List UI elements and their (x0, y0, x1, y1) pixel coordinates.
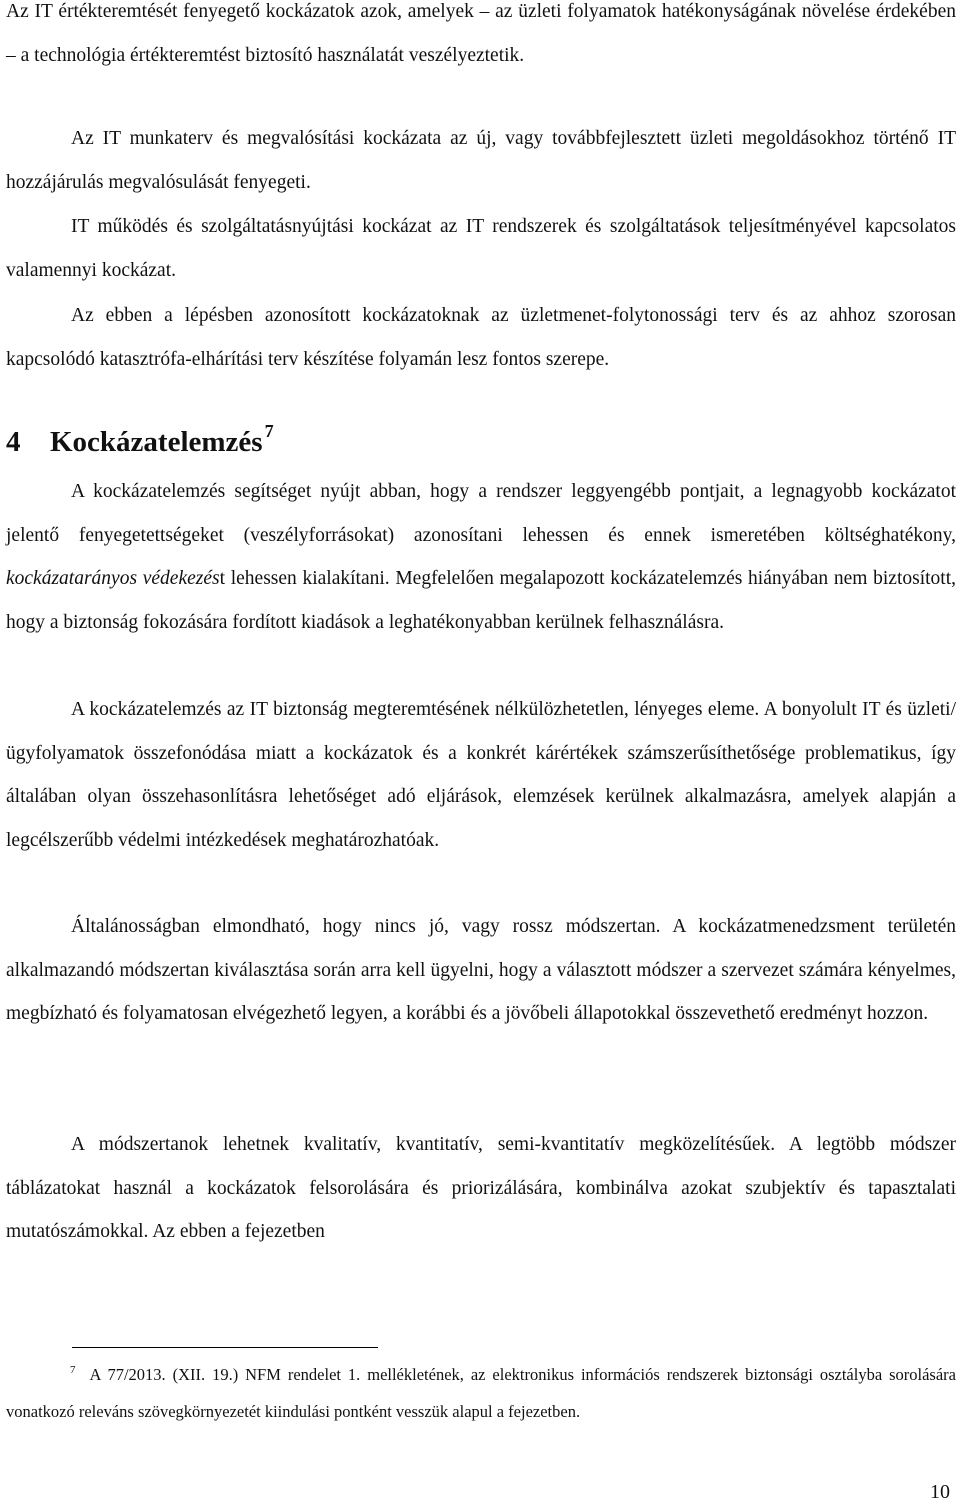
paragraph-business-continuity: Az ebben a lépésben azonosított kockázatoknak az üzletmenet-folytonossági terv és az ahhoz szorosan kapcsolódó katasztrófa-elhárítási terv készítése folyamán lesz fontos szerepe. (6, 305, 956, 370)
paragraph-risk-analysis: A kockázatelemzés segítséget nyújt abban, hogy a rendszer leggyengébb pontjait, a legnagyobb kockázatot jelentő fenyegetettségeket (veszélyforrásokat) azonosítani lehessen és ennek ismeretében költséghatékony, kockázatarányos védekezést lehessen kialakítani. Megfelelően megalapozott kockázatelemzés hiányában nem biztosított, hogy a biztonság fokozására fordított kiadások a leghatékonyabban kerülnek felhasználásra. (6, 481, 956, 633)
section-title: Kockázatelemzés (50, 426, 263, 458)
footnote-reference: 7 (264, 421, 274, 441)
paragraph-methodology-types: A módszertanok lehetnek kvalitatív, kvantitatív, semi-kvantitatív megközelítésűek. A legtöbb módszer táblázatokat használ a kockázatok felsorolására és priorizálására, kombinálva azokat szubjektív és tapasztalati mutatószámokkal. Az ebben a fejezetben (6, 1134, 956, 1243)
footnote-separator (72, 1347, 378, 1348)
footnote-marker: 7 (70, 1364, 76, 1376)
paragraph-it-project-risk: Az IT munkaterv és megvalósítási kockázata az új, vagy továbbfejlesztett üzleti megoldásokhoz történő IT hozzájárulás megvalósulását fenyegeti. (6, 128, 956, 193)
section-number: 4 (6, 426, 21, 458)
footnote-text: A 77/2013. (XII. 19.) NFM rendelet 1. mellékletének, az elektronikus információs rendszerek biztonsági osztályba sorolására vonatkozó releváns szövegkörnyezetét kiindulási pontként vesszük alapul a fejezetben. (6, 1365, 956, 1421)
paragraph-it-operations-risk: IT működés és szolgáltatásnyújtási kockázat az IT rendszerek és szolgáltatások teljesítményével kapcsolatos valamennyi kockázat. (6, 216, 956, 281)
paragraph-it-value-risk: Az IT értékteremtését fenyegető kockázatok azok, amelyek – az üzleti folyamatok hatékonyságának növelése érdekében – a technológia értékteremtést biztosító használatát veszélyeztetik. (6, 1, 956, 66)
footnote (6, 1352, 956, 1430)
italic-term: kockázatarányos védekezés (6, 568, 220, 590)
paragraph-essential-element: A kockázatelemzés az IT biztonság megteremtésének nélkülözhetetlen, lényeges eleme. A bonyolult IT és üzleti/ügyfolyamatok összefonódása miatt a kockázatok és a konkrét kárértékek számszerűsíthetősége problematikus, így általában olyan összehasonlításra lehetőséget adó eljárások, elemzések kerülnek alkalmazásra, amelyek alapján a legcélszerűbb védelmi intézkedések meghatározhatóak. (6, 699, 956, 851)
section-heading (6, 406, 274, 467)
paragraph-methodology-choice: Általánosságban elmondható, hogy nincs jó, vagy rossz módszertan. A kockázatmenedzsment területén alkalmazandó módszertan kiválasztása során arra kell ügyelni, hogy a választott módszer a szervezet számára kényelmes, megbízható és folyamatosan elvégezhető legyen, a korábbi és a jövőbeli állapotokkal összevethető eredményt hozzon. (6, 916, 956, 1025)
page-number: 10 (930, 1481, 950, 1503)
